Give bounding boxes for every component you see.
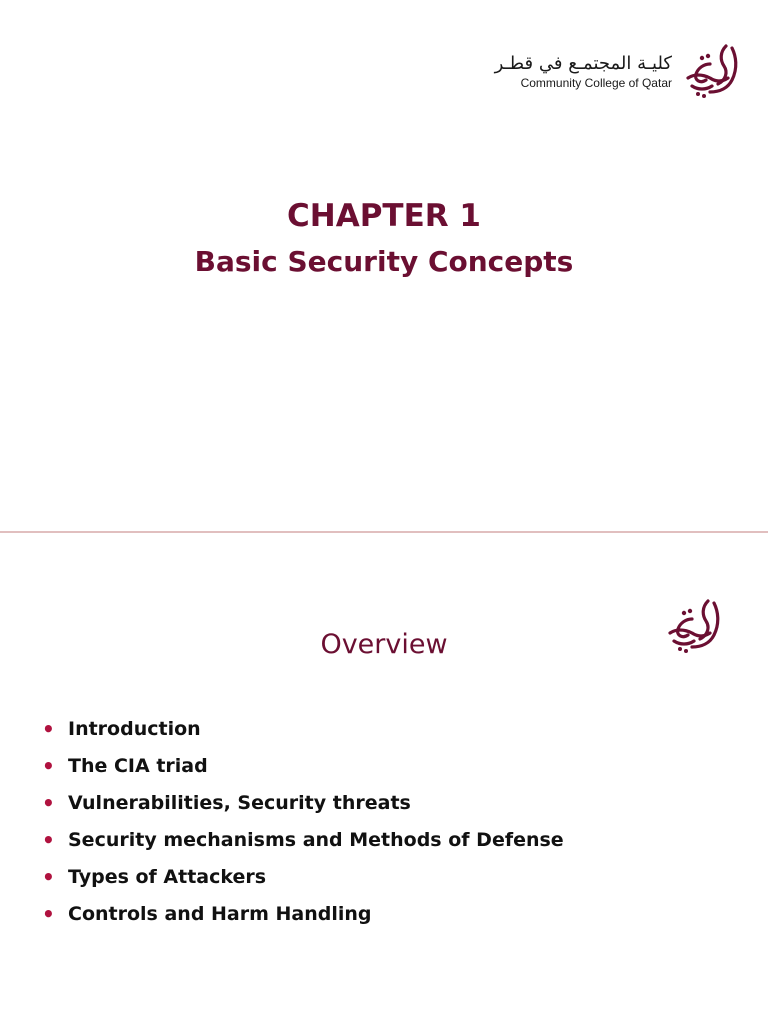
bullet-icon: •	[42, 828, 55, 852]
college-logo	[495, 38, 744, 102]
overview-bullet-list	[40, 711, 564, 933]
bullet-icon: •	[42, 754, 55, 778]
bullet-icon: •	[42, 717, 55, 741]
list-item-text: The CIA triad	[68, 755, 208, 777]
logo-english-name: Community College of Qatar	[520, 76, 672, 90]
list-item-text: Vulnerabilities, Security threats	[68, 792, 411, 814]
bullet-icon: •	[42, 791, 55, 815]
list-item	[40, 896, 564, 933]
list-item	[40, 748, 564, 785]
chapter-title: Basic Security Concepts	[194, 245, 574, 278]
list-item	[40, 711, 564, 748]
list-item	[40, 859, 564, 896]
bullet-icon: •	[42, 902, 55, 926]
bullet-icon: •	[42, 865, 55, 889]
list-item-text: Introduction	[68, 718, 201, 740]
chapter-number: CHAPTER 1	[287, 198, 481, 234]
overview-title: Overview	[320, 629, 448, 660]
slide-overview	[0, 533, 768, 1024]
list-item	[40, 785, 564, 822]
list-item-text: Security mechanisms and Methods of Defense	[68, 829, 564, 851]
list-item-text: Types of Attackers	[68, 866, 267, 888]
logo-text	[495, 53, 672, 91]
ccq-calligraphy-logo-icon	[680, 38, 744, 102]
list-item-text: Controls and Harm Handling	[68, 903, 372, 925]
logo-arabic-name: كليـة المجتمـع في قطـر	[494, 53, 672, 74]
list-item	[40, 822, 564, 859]
